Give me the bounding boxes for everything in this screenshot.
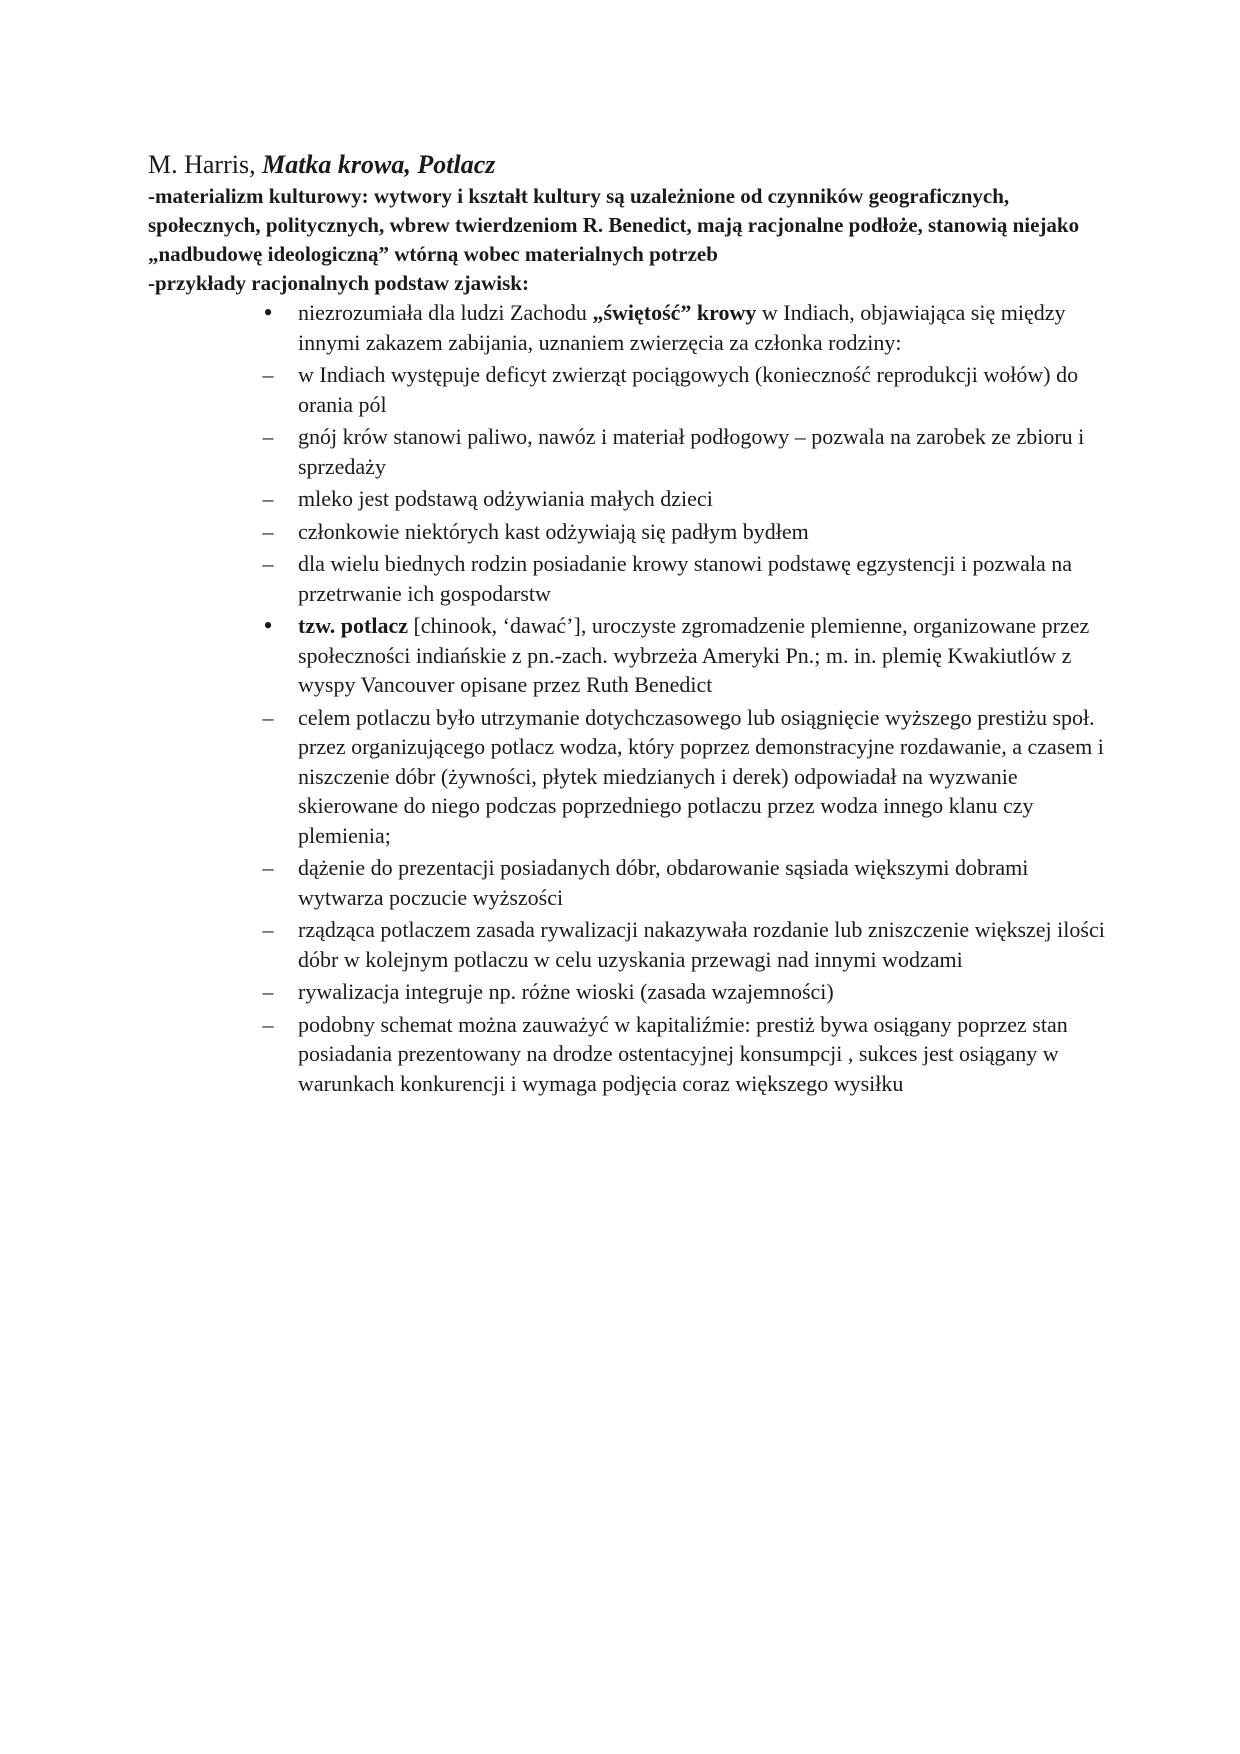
list-item xyxy=(148,360,1108,419)
list-item-text: mleko jest podstawą odżywiania małych dzieci xyxy=(298,486,713,511)
list-item-potlatch xyxy=(148,611,1108,700)
list-item xyxy=(148,484,1108,514)
list-item-text: rządząca potlaczem zasada rywalizacji nakazywała rozdanie lub zniszczenie większej ilości dóbr w kolejnym potlaczu w celu uzyskania przewagi nad innymi wodzami xyxy=(298,917,1105,972)
list-item-text: dążenie do prezentacji posiadanych dóbr, obdarowanie sąsiada większymi dobrami wytwarza poczucie wyższości xyxy=(298,855,1029,910)
cow-text-before: niezrozumiała dla ludzi Zachodu xyxy=(298,300,593,325)
potlatch-text-bold: tzw. potlacz xyxy=(298,613,408,638)
bullet-marker: • xyxy=(263,611,273,640)
page-title xyxy=(148,148,1108,182)
list-item xyxy=(148,517,1108,547)
cow-text-bold: „świętość” krowy xyxy=(592,300,757,325)
dash-marker: – xyxy=(262,362,274,387)
title-works: Matka krowa, Potlacz xyxy=(262,150,496,179)
list-item-text: celem potlaczu było utrzymanie dotychczasowego lub osiągnięcie wyższego prestiżu społ. przez organizującego potlacz wodza, który poprzez demonstracyjne rozdawanie, a czasem i niszczenie dóbr (żywności, płytek miedzianych i derek) odpowiadał na wyzwanie skierowane do niego podczas poprzedniego potlaczu przez wodza innego klanu czy plemienia; xyxy=(298,704,1104,848)
bullet-marker: • xyxy=(263,298,273,327)
list-item-text: podobny schemat można zauważyć w kapitaliźmie: prestiż bywa osiągany poprzez stan posiadania prezentowany na drodze ostentacyjnej konsumpcji , sukces jest osiągany w warunkach konkurencji i wymaga podjęcia coraz większego wysiłku xyxy=(298,1011,1068,1096)
dash-marker: – xyxy=(262,979,274,1004)
list-item xyxy=(148,853,1108,912)
list-item xyxy=(148,915,1108,974)
dash-marker: – xyxy=(262,917,274,942)
dash-marker: – xyxy=(262,704,274,730)
list-item-text: członkowie niektórych kast odżywiają się padłym bydłem xyxy=(298,518,809,544)
dash-marker: – xyxy=(262,1011,274,1037)
list-item xyxy=(148,422,1108,481)
main-list xyxy=(148,298,1108,1098)
potlatch-text-after: [chinook, ‘dawać’], uroczyste zgromadzenie plemienne, organizowane przez społeczności indiańskie z pn.-zach. wybrzeża Ameryki Pn.; m. in. plemię Kwakiutlów z wyspy Vancouver opisane przez Ruth Benedict xyxy=(298,613,1090,697)
list-item xyxy=(148,549,1108,608)
list-item-text: dla wielu biednych rodzin posiadanie krowy stanowi podstawę egzystencji i pozwala na przetrwanie ich gospodarstw xyxy=(298,551,1073,606)
intro-line-examples: -przykłady racjonalnych podstaw zjawisk: xyxy=(148,271,529,295)
title-author: M. Harris, xyxy=(148,150,256,179)
list-item-text: w Indiach występuje deficyt zwierząt pociągowych (konieczność reprodukcji wołów) do orania pól xyxy=(298,362,1079,417)
cow-text-after: w Indiach, objawiająca się między innymi zakazem zabijania, uznaniem zwierzęcia za członka rodziny: xyxy=(298,300,1066,355)
dash-marker: – xyxy=(262,551,274,576)
list-item xyxy=(148,703,1108,851)
list-item xyxy=(148,1010,1108,1099)
document-body xyxy=(148,148,1108,1101)
intro-line-materialism: -materializm kulturowy: wytwory i kształt kultury są uzależnione od czynników geograficznych, społecznych, politycznych, wbrew twierdzeniom R. Benedict, mają racjonalne podłoże, stanowią niejako „nadbudowę ideologiczną” wtórną wobec materialnych potrzeb xyxy=(148,184,1080,266)
list-item xyxy=(148,977,1108,1007)
dash-marker: – xyxy=(262,486,274,511)
list-item-text: rywalizacja integruje np. różne wioski (zasada wzajemności) xyxy=(298,979,834,1004)
dash-marker: – xyxy=(262,518,274,544)
dash-marker: – xyxy=(262,855,274,880)
list-item-text: gnój krów stanowi paliwo, nawóz i materiał podłogowy – pozwala na zarobek ze zbioru i sprzedaży xyxy=(298,424,1085,479)
list-item-cow xyxy=(148,298,1108,357)
dash-marker: – xyxy=(262,424,274,449)
